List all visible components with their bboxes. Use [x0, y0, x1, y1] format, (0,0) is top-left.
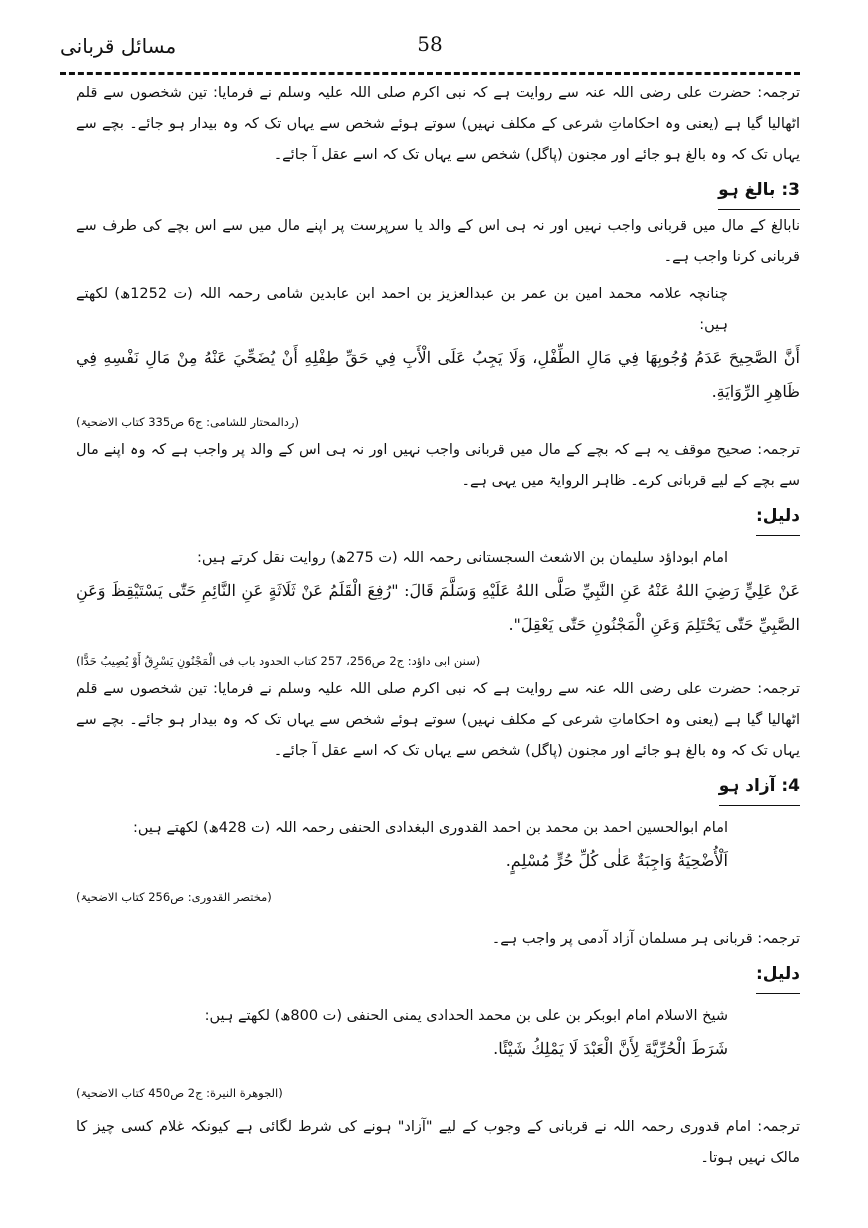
translation-paragraph: ترجمہ: قربانی ہر مسلمان آزاد آدمی پر واجب ہے۔: [491, 931, 800, 947]
source-reference: (الجوهرة النيرة: ج2 ص450 کتاب الاضحیۃ): [76, 1086, 283, 1100]
translation-paragraph: ترجمہ: صحیح موقف یہ ہے کہ بچے کے مال میں قربانی واجب نہیں اور نہ ہی اس کے والد پر واجب ہے کہ وہ اپنے مال سے بچے کے لیے قربانی کرے۔ ظاہر الروایۃ میں یہی ہے۔: [76, 442, 800, 489]
arabic-quote: أَنَّ الصَّحِيحَ عَدَمُ وُجُوبِهَا فِي مَالِ الطِّفْلِ، وَلَا يَجِبُ عَلَى الْأَبِ فِي حَقِّ طِفْلِهِ أَنْ يُضَحِّيَ عَنْهُ مِنْ مَالِ نَفْسِهِ فِي ظَاهِرِ الرِّوَايَةِ.: [76, 348, 801, 401]
citation-intro: چنانچہ علامہ محمد امین بن عمر بن عبدالعزیز بن احمد ابن عابدین شامی رحمہ اللہ (ت 1252ھ) لکھتے ہیں:: [76, 286, 728, 333]
dalil-heading: دلیل:: [756, 955, 800, 994]
section-heading-wrap: [76, 171, 800, 211]
page-body: [76, 78, 800, 1174]
header-dashed-rule: [60, 72, 800, 75]
citation-intro: امام ابوداؤد سلیمان بن الاشعث السجستانی رحمہ اللہ (ت 275ھ) روایت نقل کرتے ہیں:: [197, 550, 728, 566]
page-header: [60, 30, 800, 70]
source-reference: (ردالمحتار للشامی: ج6 ص335 کتاب الاضحیۃ): [76, 415, 299, 429]
citation-intro: شیخ الاسلام امام ابوبکر بن علی بن محمد الحدادی یمنی الحنفی (ت 800ھ) لکھتے ہیں:: [204, 1008, 728, 1024]
body-paragraph: نابالغ کے مال میں قربانی واجب نہیں اور نہ ہی اس کے والد یا سرپرست پر اپنے مال میں سے اس بچے کی طرف سے قربانی کرنا واجب ہے۔: [76, 218, 800, 265]
section-heading-wrap: [76, 767, 800, 807]
section-heading-baligh: 3: بالغ ہو: [718, 171, 800, 210]
page-number: 58: [417, 32, 443, 56]
section-heading-azad: 4: آزاد ہو: [719, 767, 800, 806]
translation-paragraph: ترجمہ: حضرت علی رضی اللہ عنہ سے روایت ہے کہ نبی اکرم صلی اللہ علیہ وسلم نے فرمایا: تین شخصوں سے قلم اٹھالیا گیا ہے (یعنی وہ احکاماتِ شرعی کے مکلف نہیں) سوتے ہوئے شخص سے یہاں تک کہ وہ بیدار ہو جائے۔ بچے سے یہاں تک کہ وہ بالغ ہو جائے اور مجنون (پاگل) شخص سے یہاں تک کہ اسے عقل آ جائے۔: [76, 85, 800, 163]
source-reference: (سنن ابی داؤد: ج2 ص256، 257 کتاب الحدود باب فی الْمَجْنُونِ يَسْرِقُ أَوْ يُصِيبُ حَدًّا): [76, 654, 481, 668]
running-title: مسائل قربانی: [60, 34, 177, 58]
dalil-heading-wrap: [76, 955, 800, 995]
dalil-heading-wrap: [76, 497, 800, 537]
translation-paragraph: ترجمہ: امام قدوری رحمہ اللہ نے قربانی کے وجوب کے لیے "آزاد" ہونے کی شرط لگائی ہے کیونکہ غلام کسی چیز کا مالک نہیں ہوتا۔: [76, 1119, 800, 1166]
arabic-quote: اَلْأُضْحِيَةُ وَاجِبَةٌ عَلٰى كُلِّ حُرٍّ مُسْلِمٍ.: [505, 851, 728, 870]
dalil-heading: دلیل:: [756, 497, 800, 536]
translation-paragraph: ترجمہ: حضرت علی رضی اللہ عنہ سے روایت ہے کہ نبی اکرم صلی اللہ علیہ وسلم نے فرمایا: تین شخصوں سے قلم اٹھالیا گیا ہے (یعنی وہ احکاماتِ شرعی کے مکلف نہیں) سوتے ہوئے شخص سے یہاں تک کہ وہ بیدار ہو جائے۔ بچے سے یہاں تک کہ وہ بالغ ہو جائے اور مجنون (پاگل) شخص سے یہاں تک کہ اسے عقل آ جائے۔: [76, 681, 800, 759]
arabic-quote: شَرَطَ الْحُرِّيَّةَ لِأَنَّ الْعَبْدَ لَا يَمْلِكُ شَيْئًا.: [493, 1039, 728, 1058]
source-reference: (مختصر القدوری: ص256 کتاب الاضحیۃ): [76, 890, 272, 904]
citation-intro: امام ابوالحسین احمد بن محمد بن احمد القدوری البغدادی الحنفی رحمہ اللہ (ت 428ھ) لکھتے ہیں:: [132, 820, 728, 836]
arabic-hadith: عَنْ عَلِيٍّ رَضِيَ اللهُ عَنْهُ عَنِ النَّبِيِّ صَلَّى اللهُ عَلَيْهِ وَسَلَّمَ قَالَ: "رُفِعَ الْقَلَمُ عَنْ ثَلَاثَةٍ عَنِ النَّائِمِ حَتّٰى يَسْتَيْقِظَ وَعَنِ الصَّبِيِّ حَتّٰى يَحْتَلِمَ وَعَنِ الْمَجْنُونِ حَتّٰى يَعْقِلَ".: [76, 581, 800, 634]
